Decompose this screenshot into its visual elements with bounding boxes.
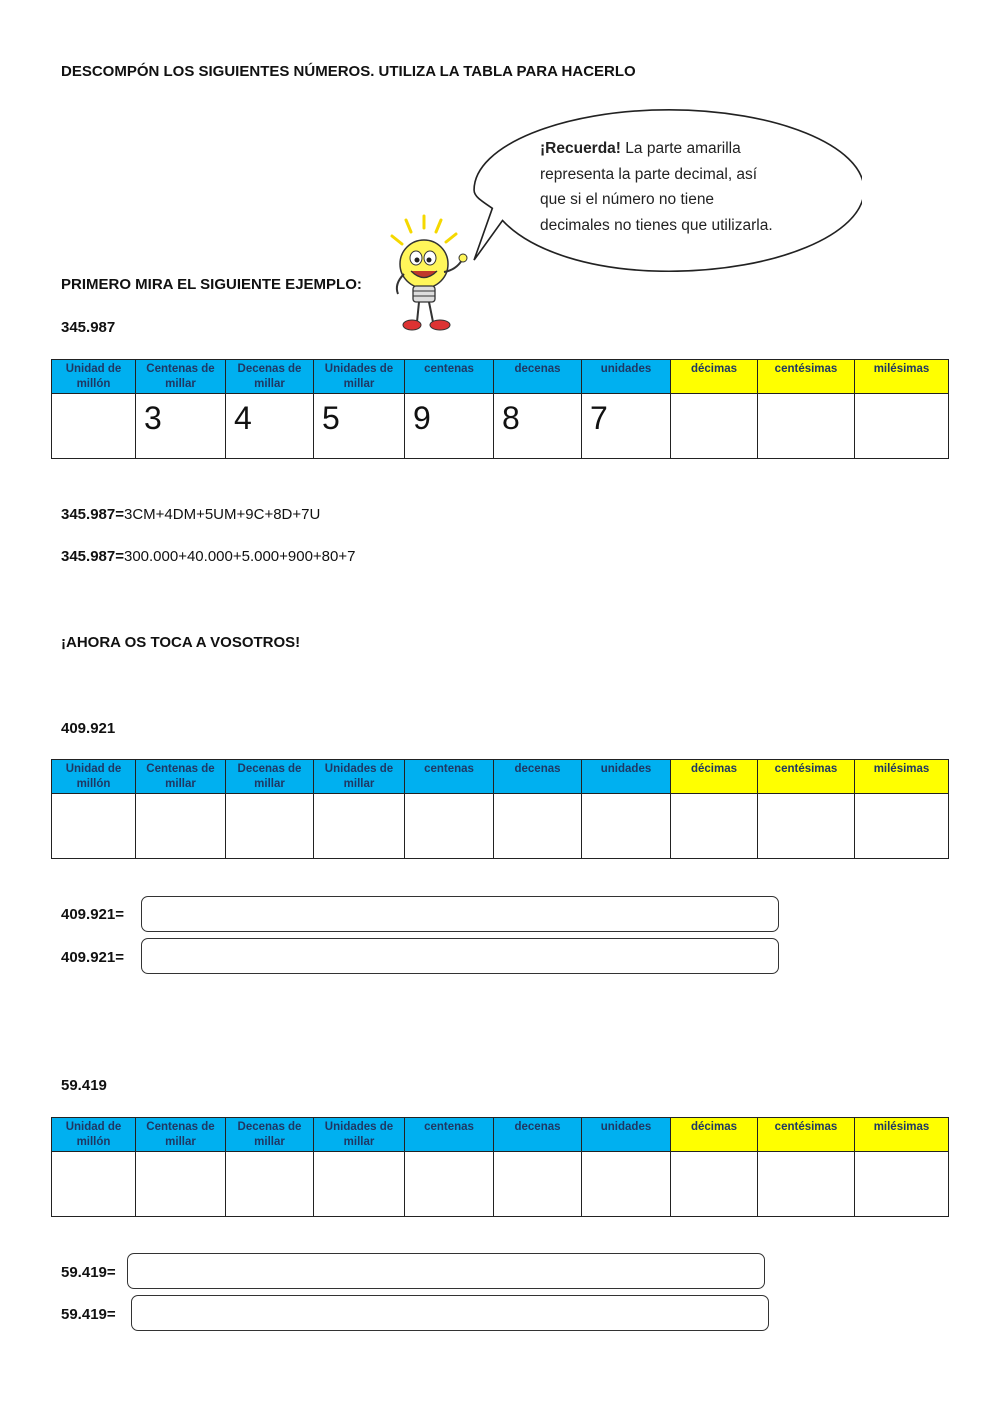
header-row: [52, 760, 949, 794]
col-header: Unidad de millón: [52, 360, 136, 394]
header-row: [52, 360, 949, 394]
example-equation-1: [61, 506, 320, 523]
digit-cell: 7: [582, 394, 671, 459]
exercise1-answer-field-2[interactable]: [141, 938, 779, 974]
worksheet-title: DESCOMPÓN LOS SIGUIENTES NÚMEROS. UTILIZA LA TABLA PARA HACERLO: [61, 63, 636, 80]
digit-cell: [855, 394, 949, 459]
digit-cell: 8: [494, 394, 582, 459]
equation-label: 345.987=: [61, 506, 124, 523]
col-header: centenas: [405, 1118, 494, 1152]
col-header: Decenas de millar: [226, 760, 314, 794]
col-header: decenas: [494, 760, 582, 794]
equation-value: 3CM+4DM+5UM+9C+8D+7U: [123, 506, 321, 523]
col-header: centésimas: [758, 1118, 855, 1152]
col-header: unidades: [582, 360, 671, 394]
digit-input-cell[interactable]: [405, 1152, 494, 1217]
digit-cell: 3: [136, 394, 226, 459]
col-header: milésimas: [855, 760, 949, 794]
exercise2-label-2: 59.419=: [61, 1306, 116, 1323]
exercise1-number: 409.921: [61, 720, 116, 737]
col-header: decenas: [494, 360, 582, 394]
col-header: milésimas: [855, 1118, 949, 1152]
digit-input-cell[interactable]: [314, 794, 405, 859]
col-header: centenas: [405, 760, 494, 794]
example-place-value-table: [51, 359, 949, 459]
digit-input-cell[interactable]: [52, 794, 136, 859]
digit-input-cell[interactable]: [136, 1152, 226, 1217]
exercise1-answer-field-1[interactable]: [141, 896, 779, 932]
exercise2-number: 59.419: [61, 1077, 107, 1094]
digit-cell: 4: [226, 394, 314, 459]
digit-input-cell[interactable]: [314, 1152, 405, 1217]
digit-cell: [671, 394, 758, 459]
digit-input-cell[interactable]: [671, 1152, 758, 1217]
col-header: Decenas de millar: [226, 360, 314, 394]
digit-cell: 5: [314, 394, 405, 459]
equation-label: 345.987=: [61, 548, 124, 565]
digit-input-cell[interactable]: [855, 794, 949, 859]
digit-input-cell[interactable]: [582, 794, 671, 859]
digit-input-cell[interactable]: [405, 794, 494, 859]
col-header: Unidades de millar: [314, 360, 405, 394]
example-number: 345.987: [61, 319, 116, 336]
digit-input-cell[interactable]: [226, 794, 314, 859]
now-heading: ¡AHORA OS TOCA A VOSOTROS!: [61, 634, 301, 651]
digit-input-cell[interactable]: [494, 1152, 582, 1217]
digit-input-cell[interactable]: [52, 1152, 136, 1217]
exercise1-label-1: 409.921=: [61, 906, 124, 923]
col-header: Unidades de millar: [314, 760, 405, 794]
col-header: décimas: [671, 760, 758, 794]
digit-input-cell[interactable]: [855, 1152, 949, 1217]
digit-input-cell[interactable]: [671, 794, 758, 859]
col-header: Unidad de millón: [52, 1118, 136, 1152]
exercise1-label-2: 409.921=: [61, 949, 124, 966]
digit-input-cell[interactable]: [226, 1152, 314, 1217]
col-header: Unidades de millar: [314, 1118, 405, 1152]
col-header: décimas: [671, 360, 758, 394]
col-header: Centenas de millar: [136, 1118, 226, 1152]
bubble-line-3: que si el número no tiene: [540, 191, 715, 208]
example-heading: PRIMERO MIRA EL SIGUIENTE EJEMPLO:: [61, 276, 362, 293]
digit-input-cell[interactable]: [136, 794, 226, 859]
header-row: [52, 1118, 949, 1152]
bubble-line-2: representa la parte decimal, así: [540, 165, 758, 183]
exercise2-label-1: 59.419=: [61, 1264, 116, 1281]
exercise1-place-value-table: [51, 759, 949, 859]
equation-value: 300.000+40.000+5.000+900+80+7: [123, 548, 356, 565]
speech-bubble-text: [540, 136, 820, 238]
exercise2-answer-field-2[interactable]: [131, 1295, 769, 1331]
digits-row: [52, 394, 949, 459]
col-header: decenas: [494, 1118, 582, 1152]
col-header: unidades: [582, 1118, 671, 1152]
lightbulb-mascot-icon: [384, 214, 476, 336]
col-header: Unidad de millón: [52, 760, 136, 794]
digits-row: [52, 794, 949, 859]
col-header: unidades: [582, 760, 671, 794]
digit-cell: [52, 394, 136, 459]
col-header: décimas: [671, 1118, 758, 1152]
digit-input-cell[interactable]: [582, 1152, 671, 1217]
digit-cell: [758, 394, 855, 459]
recuerda-label: ¡Recuerda!: [540, 140, 621, 157]
col-header: centésimas: [758, 360, 855, 394]
col-header: milésimas: [855, 360, 949, 394]
bubble-line-4: decimales no tienes que utilizarla.: [540, 216, 773, 234]
col-header: Centenas de millar: [136, 760, 226, 794]
col-header: centésimas: [758, 760, 855, 794]
digits-row: [52, 1152, 949, 1217]
bubble-line-1: La parte amarilla: [620, 140, 741, 157]
col-header: Centenas de millar: [136, 360, 226, 394]
digit-cell: 9: [405, 394, 494, 459]
digit-input-cell[interactable]: [494, 794, 582, 859]
example-equation-2: [61, 548, 355, 565]
exercise2-place-value-table: [51, 1117, 949, 1217]
exercise2-answer-field-1[interactable]: [127, 1253, 765, 1289]
digit-input-cell[interactable]: [758, 1152, 855, 1217]
col-header: Decenas de millar: [226, 1118, 314, 1152]
digit-input-cell[interactable]: [758, 794, 855, 859]
col-header: centenas: [405, 360, 494, 394]
